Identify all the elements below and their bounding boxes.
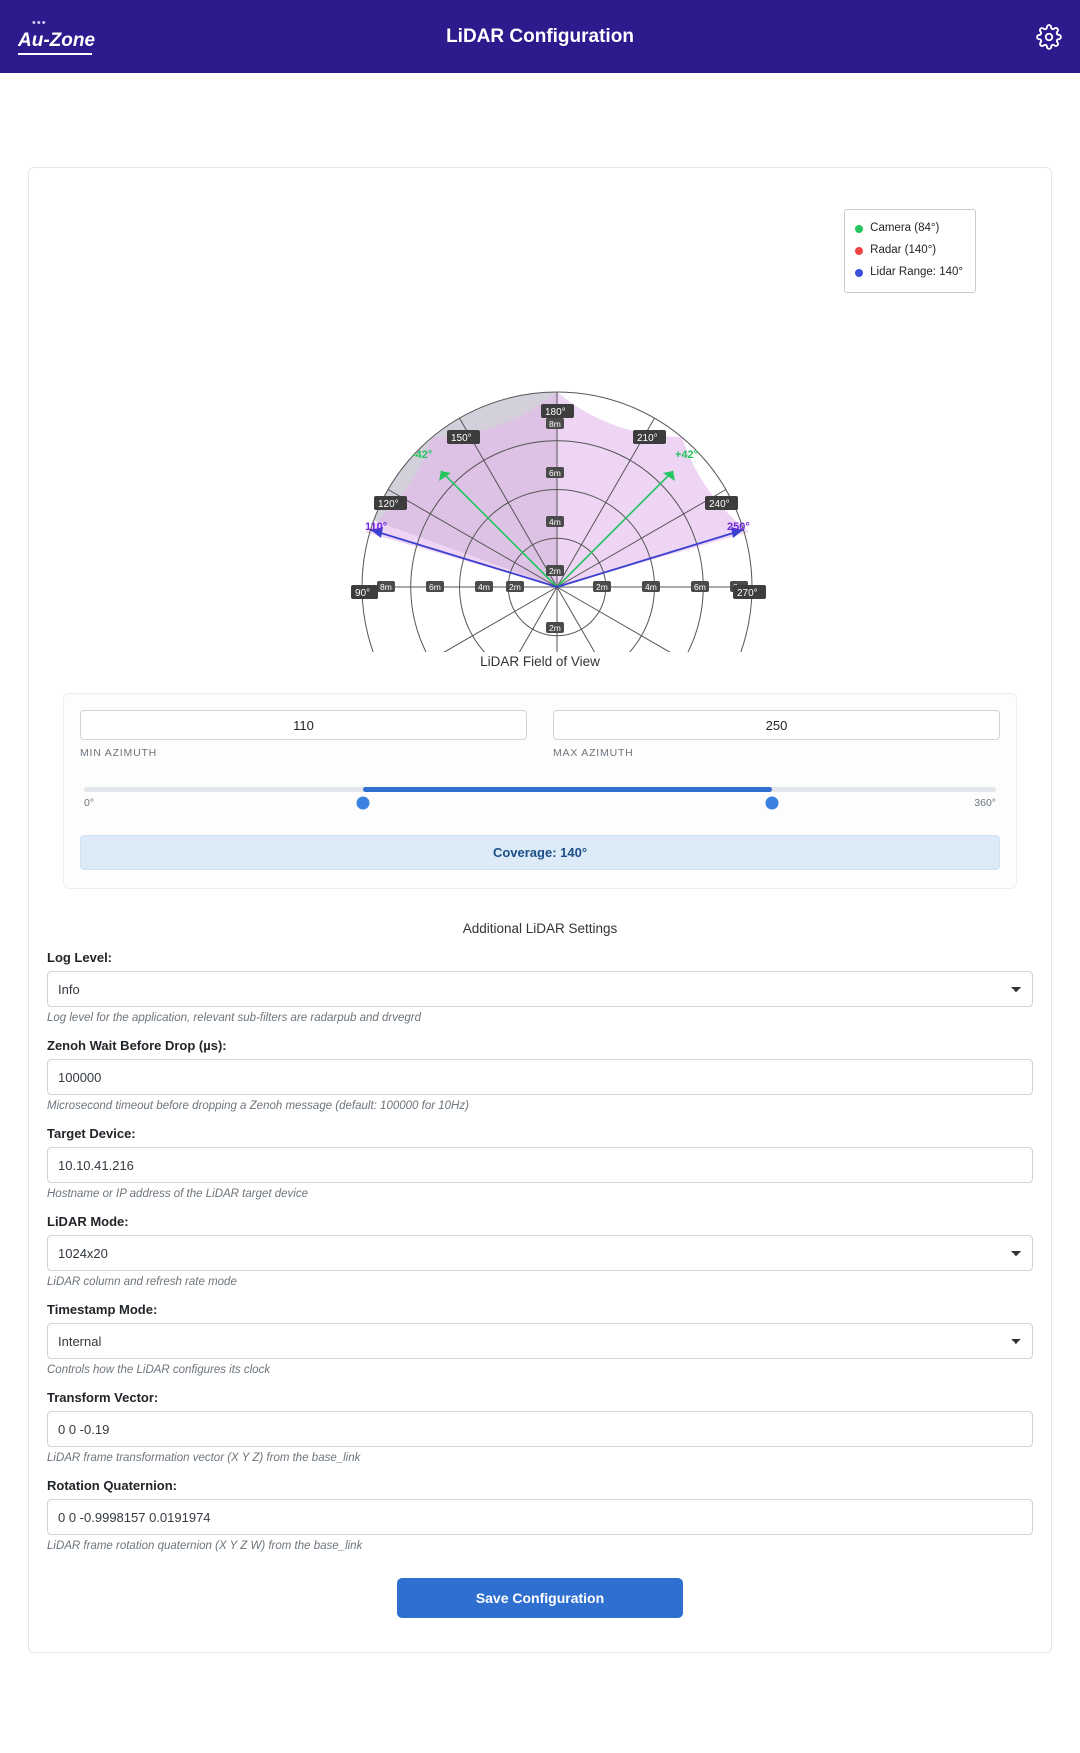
page-body	[0, 73, 1080, 1653]
min-azimuth-input[interactable]	[80, 710, 527, 740]
field-log-level	[47, 950, 1033, 1024]
field-target-device	[47, 1126, 1033, 1200]
svg-text:4m: 4m	[645, 582, 657, 592]
svg-text:6m: 6m	[549, 468, 561, 478]
legend-item-lidar	[855, 262, 963, 284]
rotation-quaternion-input[interactable]	[47, 1499, 1033, 1535]
target-device-input[interactable]	[47, 1147, 1033, 1183]
lidar-mode-label: LiDAR Mode:	[47, 1214, 129, 1229]
field-transform-vector	[47, 1390, 1033, 1464]
brand-underline	[18, 53, 92, 55]
svg-text:6m: 6m	[429, 582, 441, 592]
transform-vector-label: Transform Vector:	[47, 1390, 159, 1405]
timestamp-mode-label: Timestamp Mode:	[47, 1302, 158, 1317]
zenoh-wait-input[interactable]	[47, 1059, 1033, 1095]
svg-text:2m: 2m	[549, 623, 561, 633]
legend-dot-lidar-icon	[855, 269, 863, 277]
brand-name: Au-Zone	[18, 30, 96, 51]
min-azimuth-label: MIN AZIMUTH	[80, 747, 158, 759]
target-device-help: Hostname or IP address of the LiDAR target device	[47, 1188, 309, 1200]
svg-text:8m: 8m	[380, 582, 392, 592]
svg-text:6m: 6m	[694, 582, 706, 592]
brand-dots: •••	[32, 17, 47, 29]
lidar-mode-select[interactable]	[47, 1235, 1033, 1271]
lidar-mode-help: LiDAR column and refresh rate mode	[47, 1276, 237, 1288]
svg-text:4m: 4m	[549, 517, 561, 527]
svg-text:2m: 2m	[549, 566, 561, 576]
chart-caption: LiDAR Field of View	[480, 654, 600, 669]
max-azimuth-group	[553, 710, 1000, 759]
annotation-camera-plus: +42°	[675, 449, 699, 461]
timestamp-mode-help: Controls how the LiDAR configures its clock	[47, 1364, 271, 1376]
azimuth-range-slider[interactable]	[84, 781, 996, 815]
svg-text:270°: 270°	[737, 588, 758, 599]
log-level-label: Log Level:	[47, 950, 113, 965]
svg-text:120°: 120°	[378, 499, 399, 510]
max-azimuth-input[interactable]	[553, 710, 1000, 740]
slider-handle-min[interactable]	[357, 797, 370, 810]
annotation-camera-minus: -42°	[412, 449, 433, 461]
fov-polar-chart	[47, 182, 1033, 652]
transform-vector-input[interactable]	[47, 1411, 1033, 1447]
slider-min-label: 0°	[84, 797, 95, 809]
log-level-select[interactable]	[47, 971, 1033, 1007]
save-row	[47, 1578, 1033, 1618]
slider-max-label: 360°	[974, 797, 996, 809]
field-timestamp-mode	[47, 1302, 1033, 1376]
log-level-help: Log level for the application, relevant sub-filters are radarpub and drvegrd	[47, 1012, 421, 1024]
annotation-lidar-min: 110°	[365, 521, 388, 533]
svg-text:210°: 210°	[637, 433, 658, 444]
rotation-quaternion-label: Rotation Quaternion:	[47, 1478, 177, 1493]
svg-text:2m: 2m	[509, 582, 521, 592]
field-rotation-quaternion	[47, 1478, 1033, 1552]
legend-item-radar	[855, 240, 963, 262]
legend-label-radar: Radar (140°)	[870, 243, 937, 256]
field-zenoh-wait	[47, 1038, 1033, 1112]
svg-text:240°: 240°	[709, 499, 730, 510]
legend-item-camera	[855, 218, 963, 240]
svg-text:180°: 180°	[545, 407, 566, 418]
field-lidar-mode	[47, 1214, 1033, 1288]
svg-text:2m: 2m	[596, 582, 608, 592]
rotation-quaternion-help: LiDAR frame rotation quaternion (X Y Z W) from the base_link	[47, 1540, 363, 1552]
min-azimuth-group	[80, 710, 527, 759]
slider-handle-max[interactable]	[765, 797, 778, 810]
annotation-lidar-max: 250°	[727, 521, 750, 533]
settings-title: Additional LiDAR Settings	[462, 921, 618, 936]
zenoh-wait-label: Zenoh Wait Before Drop (µs):	[47, 1038, 227, 1053]
page-title: LiDAR Configuration	[446, 25, 634, 47]
brand-logo	[18, 18, 95, 55]
svg-text:150°: 150°	[451, 433, 472, 444]
target-device-label: Target Device:	[47, 1126, 136, 1141]
app-header	[0, 0, 1080, 73]
zenoh-wait-help: Microsecond timeout before dropping a Zenoh message (default: 100000 for 10Hz)	[47, 1100, 469, 1112]
legend-label-camera: Camera (84°)	[870, 222, 940, 234]
save-configuration-button[interactable]: Save Configuration	[397, 1578, 683, 1618]
chart-legend	[844, 209, 976, 293]
legend-dot-camera-icon	[855, 225, 863, 233]
coverage-badge: Coverage: 140°	[80, 835, 1000, 870]
max-azimuth-label: MAX AZIMUTH	[553, 747, 634, 759]
gear-icon[interactable]	[1036, 24, 1062, 50]
transform-vector-help: LiDAR frame transformation vector (X Y Z) from the base_link	[47, 1452, 361, 1464]
legend-dot-radar-icon	[855, 247, 863, 255]
azimuth-panel	[63, 693, 1017, 889]
lidar-config-card	[28, 167, 1052, 1653]
svg-text:90°: 90°	[355, 588, 371, 599]
timestamp-mode-select[interactable]	[47, 1323, 1033, 1359]
svg-text:8m: 8m	[549, 419, 561, 429]
legend-label-lidar: Lidar Range: 140°	[870, 265, 963, 278]
svg-text:4m: 4m	[478, 582, 490, 592]
slider-fill	[363, 787, 772, 792]
